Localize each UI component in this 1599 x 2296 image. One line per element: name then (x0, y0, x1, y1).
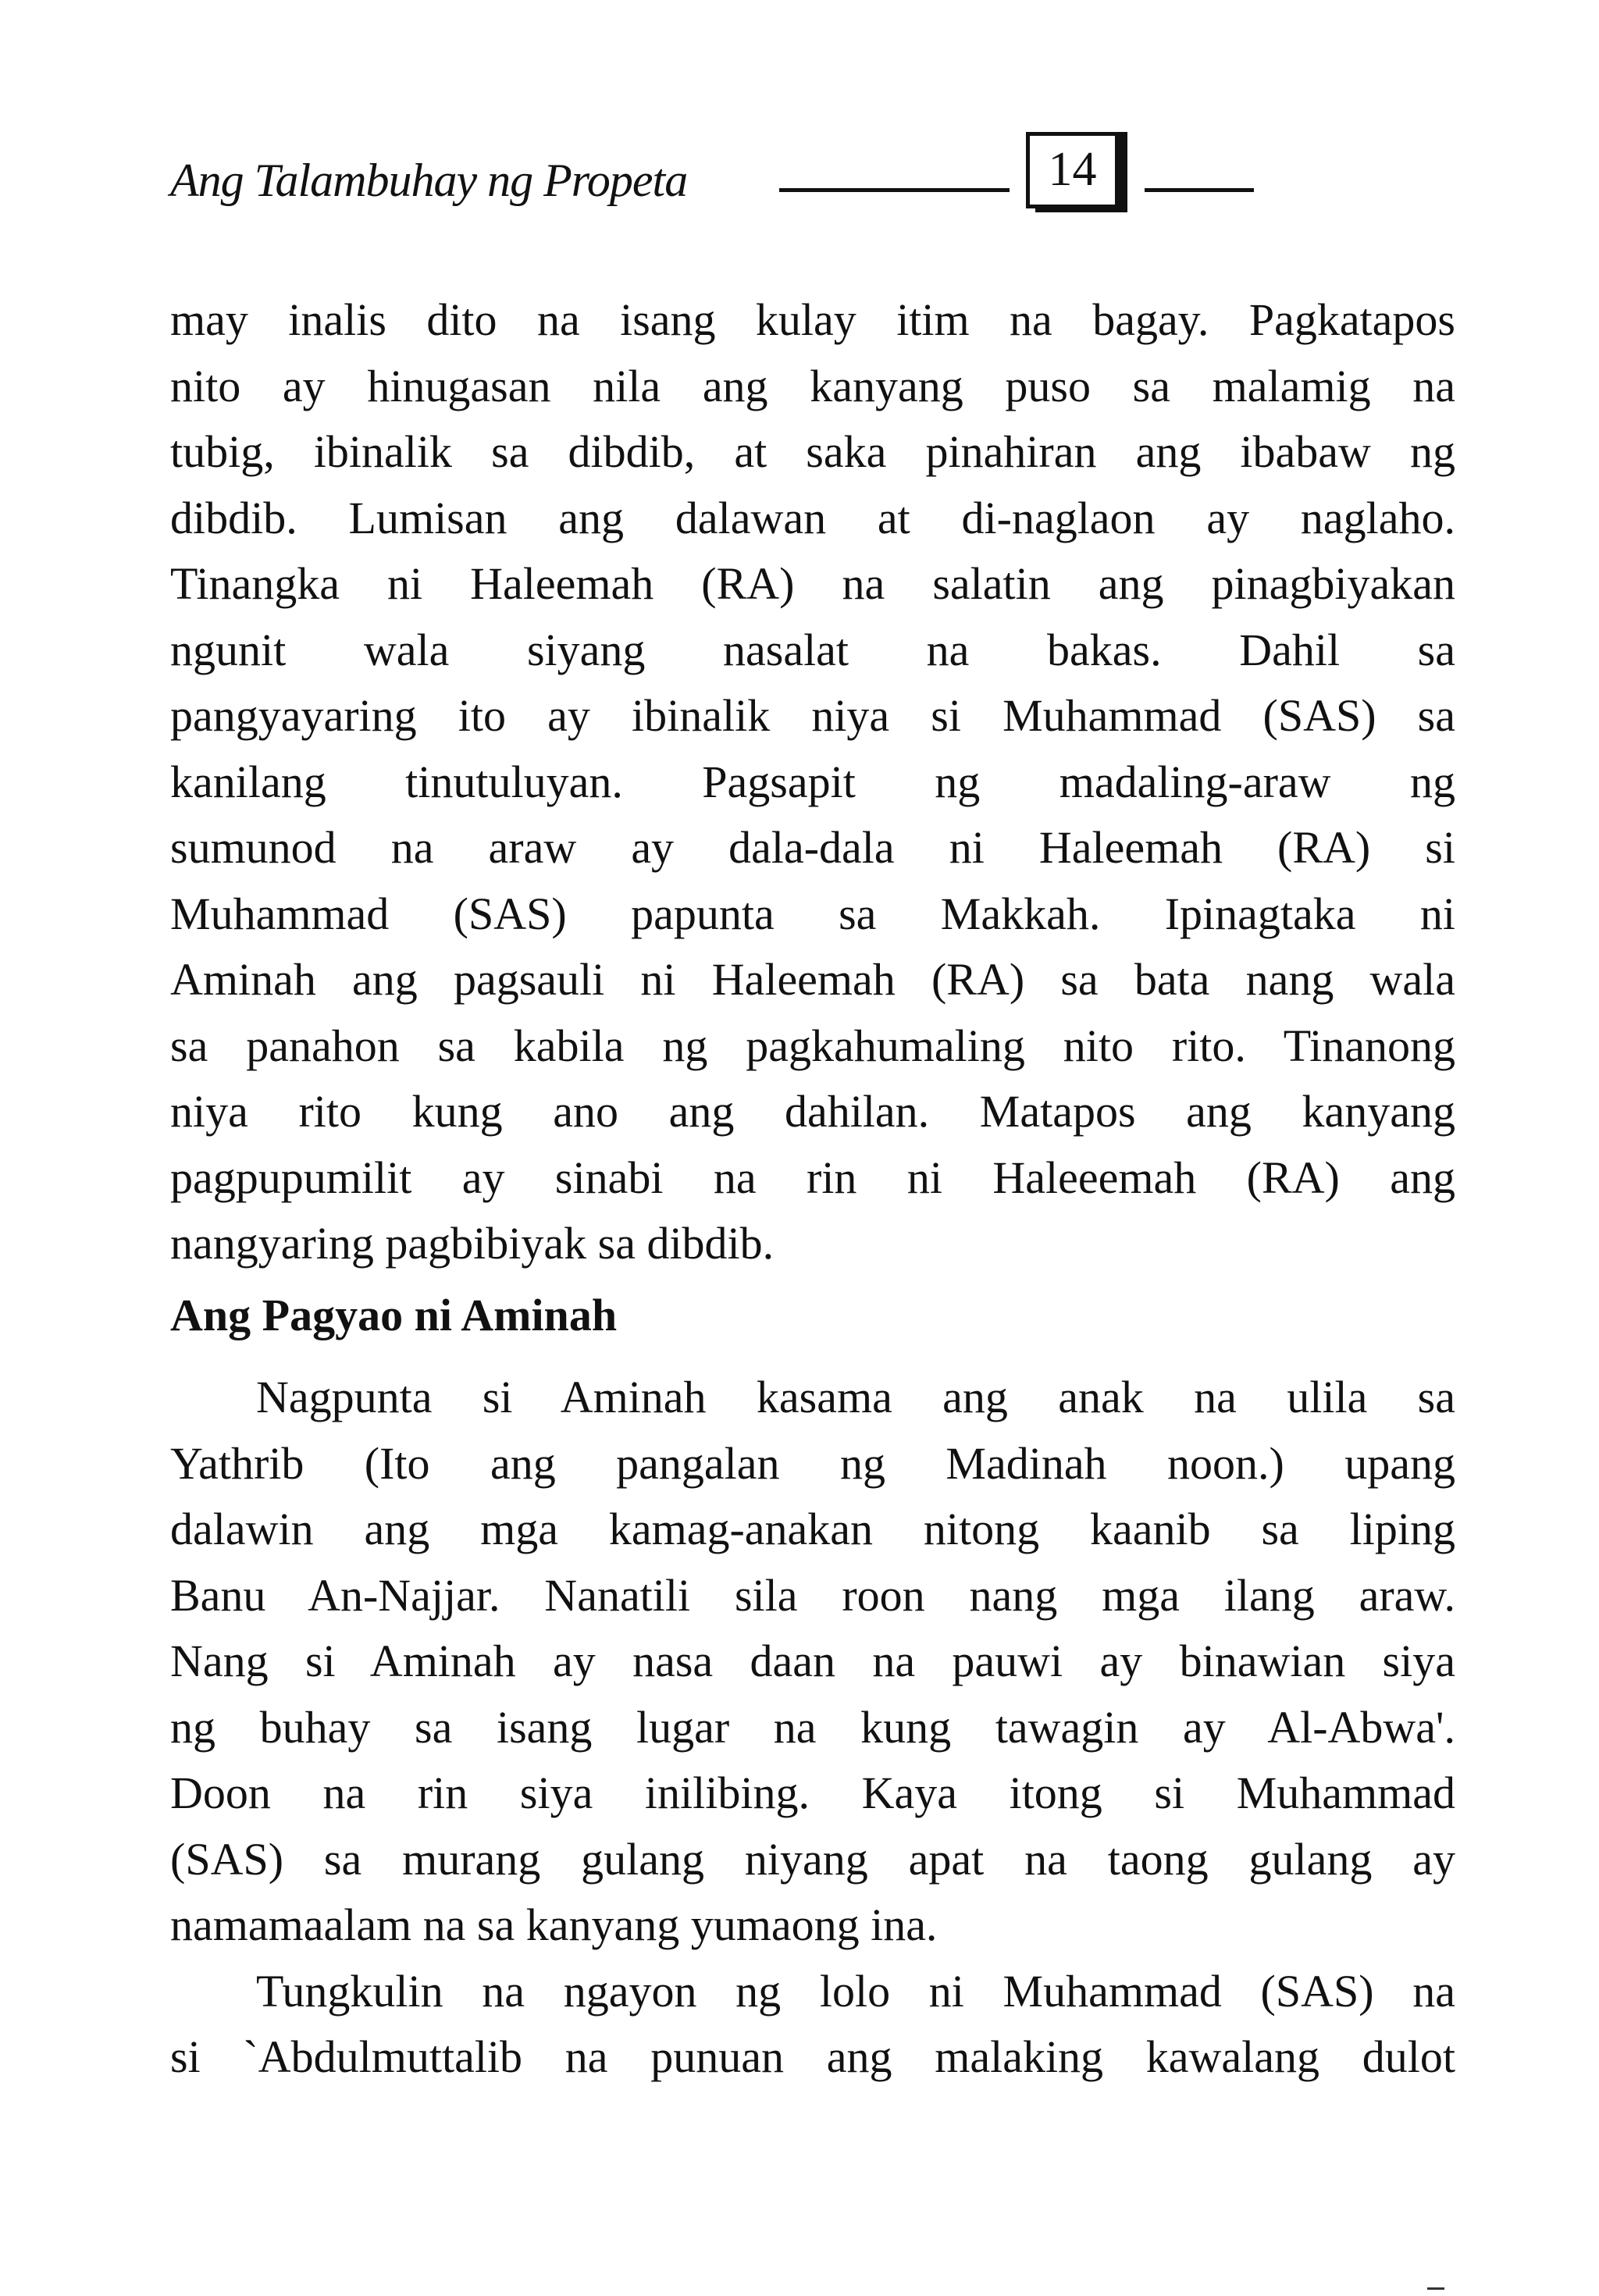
text-line: nangyaring pagbibiyak sa dibdib. (170, 1218, 775, 1269)
text-line: tubig, ibinalik sa dibdib, at saka pinahiran ang ibabaw ng (170, 426, 1455, 477)
header-rule-left (779, 188, 1010, 192)
text-line: kanilang tinutuluyan. Pagsapit ng madaling-araw ng (170, 756, 1455, 807)
paragraph-1 (170, 287, 1455, 1277)
text-line: si `Abdulmuttalib na punuan ang malaking kawalang dulot (170, 2031, 1455, 2082)
text-line: Aminah ang pagsauli ni Haleemah (RA) sa bata nang wala (170, 954, 1455, 1005)
text-line: sa panahon sa kabila ng pagkahumaling nito rito. Tinanong (170, 1020, 1455, 1071)
header-rule-right (1145, 188, 1254, 192)
text-line: Yathrib (Ito ang pangalan ng Madinah noon.) upang (170, 1437, 1455, 1489)
text-line: namamaalam na sa kanyang yumaong ina. (170, 1899, 938, 1950)
book-title: Ang Talambuhay ng Propeta (170, 155, 688, 206)
text-line: sumunod na araw ay dala-dala ni Haleemah (RA) si (170, 822, 1455, 873)
text-line: ng buhay sa isang lugar na kung tawagin ay Al-Abwa'. (170, 1701, 1455, 1753)
text-line: ngunit wala siyang nasalat na bakas. Dahil sa (170, 624, 1455, 675)
text-line: dalawin ang mga kamag-anakan nitong kaanib sa liping (170, 1504, 1455, 1554)
text-line: pagpupumilit ay sinabi na rin ni Haleeemah (RA) ang (170, 1152, 1455, 1203)
text-line: Doon na rin siya inilibing. Kaya itong si Muhammad (170, 1767, 1455, 1818)
page-number-box-shadow (1035, 207, 1127, 212)
text-line: Tinangka ni Haleemah (RA) na salatin ang pinagbiyakan (170, 558, 1455, 609)
text-line: (SAS) sa murang gulang niyang apat na taong gulang ay (170, 1833, 1455, 1885)
running-header (170, 129, 1451, 215)
paragraph-2-and-3 (170, 1365, 1455, 2091)
text-line: Tungkulin na ngayon ng lolo ni Muhammad (SAS) na (256, 1965, 1455, 2017)
section-heading: Ang Pagyao ni Aminah (170, 1290, 618, 1340)
text-line: niya rito kung ano ang dahilan. Matapos ang kanyang (170, 1086, 1455, 1137)
text-line: may inalis dito na isang kulay itim na bagay. Pagkatapos (170, 294, 1455, 345)
text-line: nito ay hinugasan nila ang kanyang puso sa malamig na (170, 360, 1455, 411)
text-line: Nang si Aminah ay nasa daan na pauwi ay binawian siya (170, 1636, 1455, 1686)
scan-mark (1427, 2287, 1444, 2290)
page-number: 14 (1048, 143, 1097, 196)
text-line: Banu An-Najjar. Nanatili sila roon nang mga ilang araw. (170, 1569, 1455, 1621)
text-line: pangyayaring ito ay ibinalik niya si Muhammad (SAS) sa (170, 690, 1455, 741)
page-number-box (1026, 132, 1127, 208)
text-line: Nagpunta si Aminah kasama ang anak na ulila sa (256, 1372, 1455, 1422)
text-line: Muhammad (SAS) papunta sa Makkah. Ipinagtaka ni (170, 888, 1455, 939)
text-line: dibdib. Lumisan ang dalawan at di-naglaon ay naglaho. (170, 492, 1455, 543)
